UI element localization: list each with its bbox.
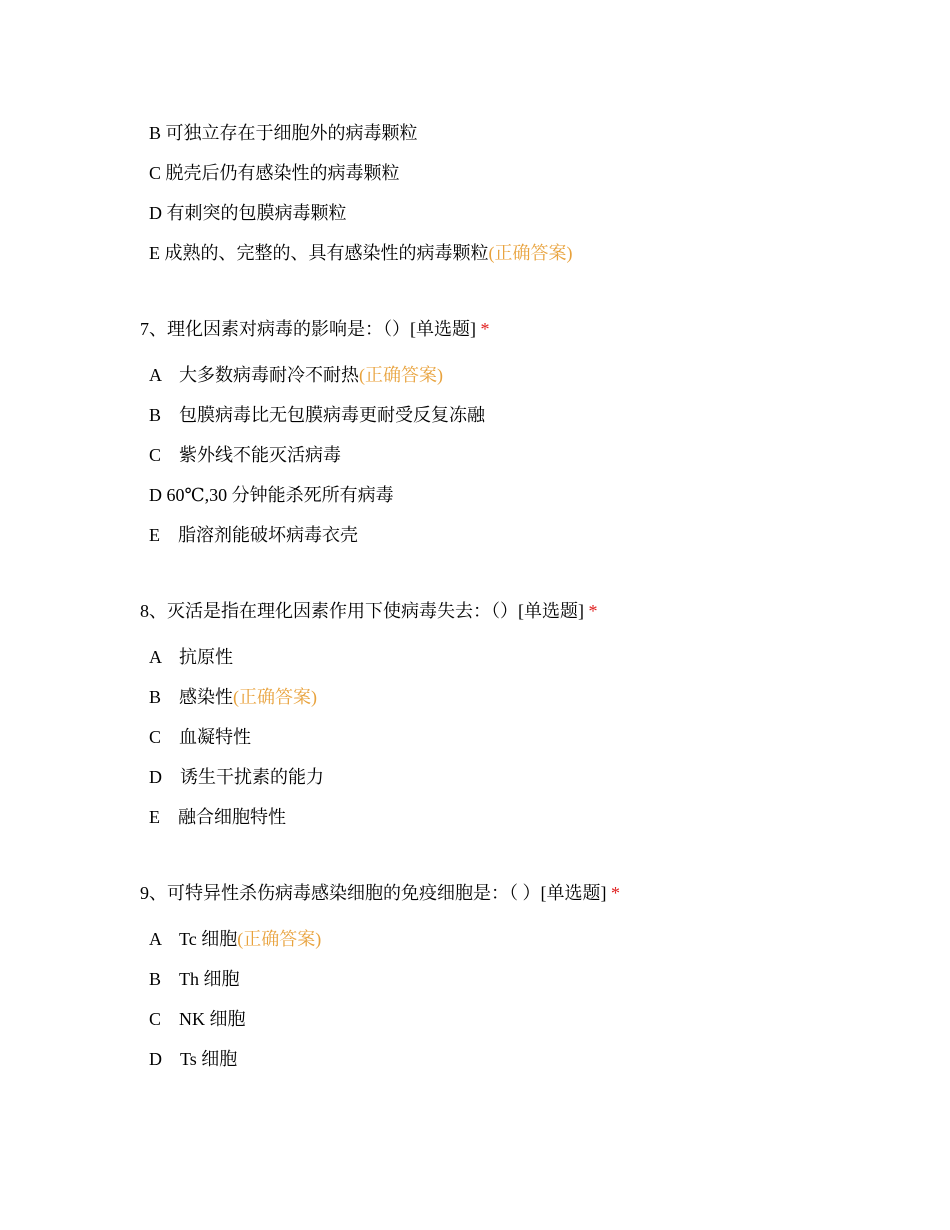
required-mark: * <box>611 883 620 903</box>
correct-answer-marker: (正确答案) <box>359 365 444 385</box>
correct-answer-marker: (正确答案) <box>488 243 573 263</box>
option-text: E 脂溶剂能破坏病毒衣壳 <box>149 525 358 545</box>
q9-option-d <box>149 1047 237 1071</box>
required-mark: * <box>480 319 490 339</box>
q6-option-b <box>149 121 418 145</box>
q6-option-e <box>149 241 573 265</box>
option-text: E 成熟的、完整的、具有感染性的病毒颗粒 <box>149 243 489 263</box>
option-text: B Th 细胞 <box>149 969 240 989</box>
option-text: C 血凝特性 <box>149 727 252 747</box>
q8-option-c <box>149 725 251 749</box>
option-text: E 融合细胞特性 <box>149 807 286 827</box>
option-text: D 有刺突的包膜病毒颗粒 <box>149 203 347 223</box>
option-text: D 诱生干扰素的能力 <box>149 767 324 787</box>
q6-option-d <box>149 201 347 225</box>
q8-title <box>140 599 598 623</box>
option-text: B 包膜病毒比无包膜病毒更耐受反复冻融 <box>149 405 486 425</box>
correct-answer-marker: (正确答案) <box>233 687 318 707</box>
q7-title <box>140 317 490 341</box>
q7-option-a <box>149 363 443 387</box>
option-text: A 抗原性 <box>149 647 234 667</box>
q8-option-b <box>149 685 317 709</box>
option-text: A 大多数病毒耐冷不耐热 <box>149 365 360 385</box>
q9-title <box>140 881 620 905</box>
q8-option-a <box>149 645 233 669</box>
question-text: 8、灭活是指在理化因素作用下使病毒失去：（）[单选题] <box>140 601 584 621</box>
q7-option-e <box>149 523 358 547</box>
question-text: 9、可特异性杀伤病毒感染细胞的免疫细胞是：（ ）[单选题] <box>140 883 607 903</box>
q8-option-e <box>149 805 286 829</box>
q7-option-d <box>149 483 394 507</box>
required-mark: * <box>588 601 598 621</box>
option-text: A Tc 细胞 <box>149 929 238 949</box>
option-text: D 60℃,30 分钟能杀死所有病毒 <box>149 485 394 505</box>
q7-option-c <box>149 443 341 467</box>
q9-option-c <box>149 1007 246 1031</box>
correct-answer-marker: (正确答案) <box>237 929 322 949</box>
q6-option-c <box>149 161 400 185</box>
option-text: C 紫外线不能灭活病毒 <box>149 445 342 465</box>
option-text: B 感染性 <box>149 687 234 707</box>
q9-option-b <box>149 967 240 991</box>
q9-option-a <box>149 927 321 951</box>
option-text: D Ts 细胞 <box>149 1049 238 1069</box>
question-text: 7、理化因素对病毒的影响是：（）[单选题] <box>140 319 476 339</box>
q7-option-b <box>149 403 485 427</box>
q8-option-d <box>149 765 324 789</box>
option-text: B 可独立存在于细胞外的病毒颗粒 <box>149 123 418 143</box>
option-text: C NK 细胞 <box>149 1009 246 1029</box>
option-text: C 脱壳后仍有感染性的病毒颗粒 <box>149 163 400 183</box>
